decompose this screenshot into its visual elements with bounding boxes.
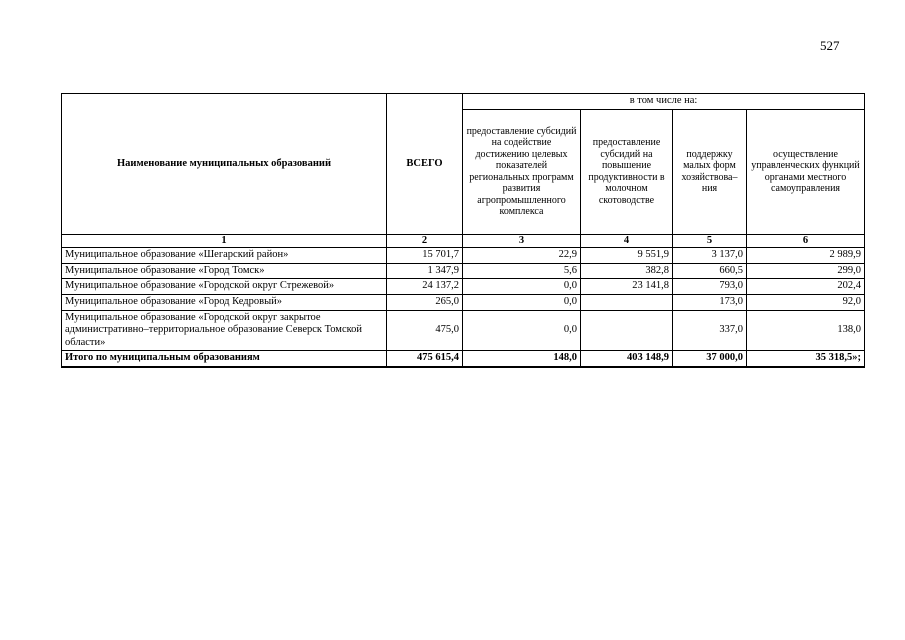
municipality-name: Муниципальное образование «Городской округ Стрежевой» [62, 279, 387, 295]
table-row [62, 310, 865, 351]
row-value: 138,0 [747, 310, 865, 351]
column-number: 5 [673, 234, 747, 248]
row-value: 22,9 [463, 248, 581, 264]
header-subcol-dairy: предоставление субсидий на повышение продуктивности в молочном скотоводстве [581, 109, 673, 234]
row-value: 92,0 [747, 294, 865, 310]
row-value: 337,0 [673, 310, 747, 351]
row-value: 660,5 [673, 263, 747, 279]
table-row [62, 263, 865, 279]
table-row [62, 294, 865, 310]
municipality-name: Муниципальное образование «Город Томск» [62, 263, 387, 279]
column-number: 2 [387, 234, 463, 248]
table-row [62, 279, 865, 295]
row-value: 173,0 [673, 294, 747, 310]
total-value: 37 000,0 [673, 351, 747, 367]
table-row [62, 248, 865, 264]
row-value [581, 310, 673, 351]
row-value: 5,6 [463, 263, 581, 279]
column-number: 6 [747, 234, 865, 248]
header-row-1 [62, 94, 865, 110]
total-label: Итого по муниципальным образованиям [62, 351, 387, 367]
subsidy-table [61, 93, 865, 368]
row-value: 1 347,9 [387, 263, 463, 279]
header-name-col: Наименование муниципальных образований [62, 94, 387, 235]
row-value: 9 551,9 [581, 248, 673, 264]
column-number: 4 [581, 234, 673, 248]
header-total-col: ВСЕГО [387, 94, 463, 235]
municipality-name: Муниципальное образование «Городской округ закрытое административно–территориальное образование Северск Томской области» [62, 310, 387, 351]
total-value: 148,0 [463, 351, 581, 367]
row-value: 24 137,2 [387, 279, 463, 295]
total-value: 35 318,5»; [747, 351, 865, 367]
row-value: 475,0 [387, 310, 463, 351]
row-value [581, 294, 673, 310]
row-value: 3 137,0 [673, 248, 747, 264]
row-value: 15 701,7 [387, 248, 463, 264]
header-subcol-agro: предоставление субсидий на содействие достижению целевых показателей региональных программ развития агропромышленного комплекса [463, 109, 581, 234]
page-number: 527 [820, 38, 840, 53]
total-value: 475 615,4 [387, 351, 463, 367]
header-group-label: в том числе на: [463, 94, 865, 110]
row-value: 0,0 [463, 310, 581, 351]
row-value: 0,0 [463, 279, 581, 295]
total-value: 403 148,9 [581, 351, 673, 367]
column-number: 1 [62, 234, 387, 248]
header-subcol-small-business: поддержку малых форм хозяйствова–ния [673, 109, 747, 234]
municipality-name: Муниципальное образование «Шегарский район» [62, 248, 387, 264]
row-value: 265,0 [387, 294, 463, 310]
row-value: 202,4 [747, 279, 865, 295]
row-value: 793,0 [673, 279, 747, 295]
total-row [62, 351, 865, 367]
municipality-name: Муниципальное образование «Город Кедровый» [62, 294, 387, 310]
column-number-row [62, 234, 865, 248]
row-value: 299,0 [747, 263, 865, 279]
row-value: 0,0 [463, 294, 581, 310]
row-value: 2 989,9 [747, 248, 865, 264]
row-value: 23 141,8 [581, 279, 673, 295]
header-subcol-management: осуществление управленческих функций органами местного самоуправления [747, 109, 865, 234]
column-number: 3 [463, 234, 581, 248]
row-value: 382,8 [581, 263, 673, 279]
